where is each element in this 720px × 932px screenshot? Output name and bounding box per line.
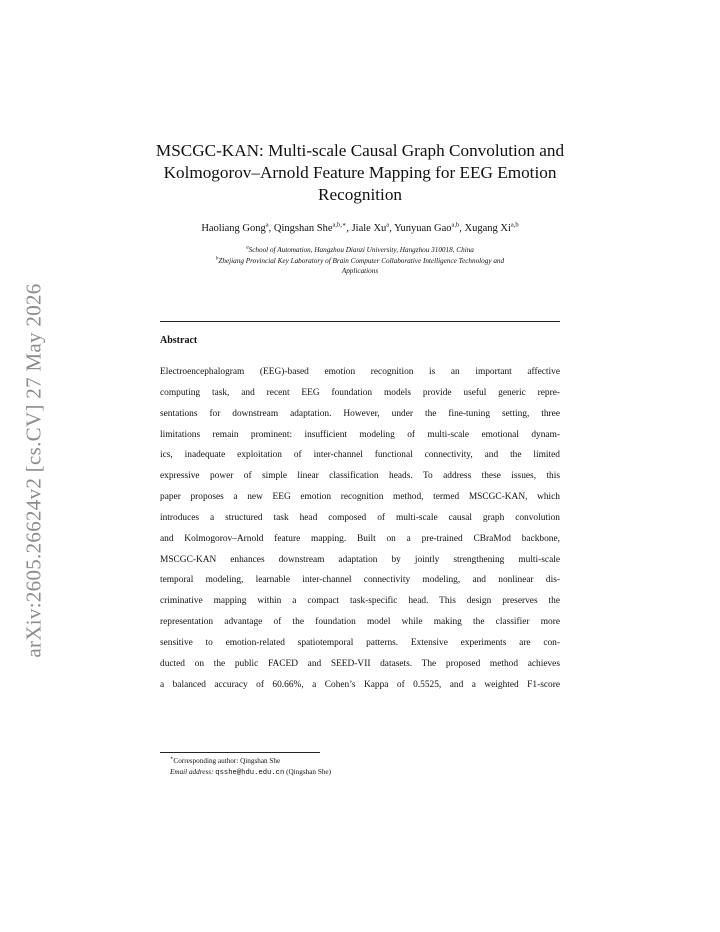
affiliation — [160, 266, 560, 277]
affiliation — [160, 245, 560, 256]
author-affil-mark: a — [265, 221, 269, 229]
author-list: Haoliang Gong$^a$, Qingshan She$^{a,b,∗}$, Jiale Xu$^a$, Yunyuan Gao$^{a,b}$, Xugang Xi$^{a,b}$ — [201, 221, 519, 234]
abstract-line: sentations for downstream adaptation. However, under the fine-tuning setting, three — [160, 408, 560, 419]
abstract-line: temporal modeling, learnable inter-channel connectivity modeling, and nonlinear dis- — [160, 575, 560, 586]
abstract-body — [160, 362, 560, 696]
affiliation-mark: a — [246, 245, 249, 251]
affiliation-mark: b — [215, 256, 219, 262]
email-label: Email address: — [170, 767, 214, 776]
abstract-line: introduces a structured task head composed of multi-scale causal graph convolution — [160, 512, 560, 523]
footnote-rule — [160, 752, 320, 753]
abstract-heading: Abstract — [160, 335, 198, 346]
abstract-line: computing task, and recent EEG foundation models provide useful generic repre- — [160, 387, 560, 398]
author-name: Yunyuan Gao — [394, 223, 452, 234]
title-line: MSCGC-KAN: Multi-scale Causal Graph Convolution and — [155, 141, 565, 160]
arxiv-watermark — [19, 255, 49, 685]
footnote-mark: ∗ — [170, 756, 174, 762]
affiliation-text: Applications — [341, 267, 379, 275]
email-note — [170, 767, 570, 779]
abstract-line: ducted on the public FACED and SEED-VII datasets. The proposed method achieves — [160, 658, 560, 669]
corresponding-author-text: Corresponding author: Qingshan She — [173, 757, 281, 765]
footnotes — [170, 756, 570, 778]
email-link[interactable]: qsshe@hdu.edu.cn — [215, 768, 285, 777]
abstract-line: ics, inadequate exploitation of inter-channel functional connectivity, and the limited — [160, 450, 560, 461]
abstract-line: and Kolmogorov–Arnold feature mapping. Built on a pre-trained CBraMod backbone, — [160, 533, 560, 544]
email-owner: (Qingshan She) — [286, 767, 331, 776]
author-name: Qingshan She — [273, 223, 333, 234]
abstract-top-rule — [160, 321, 560, 322]
abstract-line: a balanced accuracy of 60.66%, a Cohen’s Kappa of 0.5525, and a weighted F1-score — [160, 679, 560, 690]
author-name: Haoliang Gong — [201, 223, 266, 234]
abstract-line: representation advantage of the foundation model while making the classifier more — [160, 617, 560, 628]
author-affil-mark: a,b — [451, 221, 460, 229]
author-affil-mark: a,b — [510, 221, 519, 229]
author-affil-mark: a,b,∗ — [332, 221, 347, 229]
author-affil-mark: a — [386, 221, 390, 229]
abstract-line: Electroencephalogram (EEG)-based emotion recognition is an important affective — [160, 367, 560, 377]
author-name: Xugang Xi — [464, 223, 511, 234]
title-line: Kolmogorov–Arnold Feature Mapping for EEG Emotion — [163, 163, 557, 182]
abstract-line: criminative mapping within a compact task-specific head. This design preserves the — [160, 596, 560, 607]
affiliation — [160, 256, 560, 267]
title-line: Recognition — [317, 185, 403, 204]
affiliation-text: Zhejiang Provincial Key Laboratory of Brain Computer Collaborative Intelligence Technology and — [218, 256, 505, 265]
affiliations — [160, 245, 560, 277]
abstract-line: MSCGC-KAN enhances downstream adaptation by jointly strengthening multi-scale — [160, 554, 560, 565]
author-name: Jiale Xu — [351, 223, 387, 234]
paper-title — [150, 140, 570, 206]
abstract-line: expressive power of simple linear classification heads. To address these issues, this — [160, 471, 560, 482]
abstract-line: limitations remain prominent: insufficient modeling of multi-scale emotional dynam- — [160, 429, 560, 440]
affiliation-text: School of Automation, Hangzhou Dianzi University, Hangzhou 310018, China — [248, 246, 474, 254]
arxiv-id: arXiv:2605.26624v2 [cs.CV] 27 May 2026 — [21, 282, 46, 658]
corresponding-author-note — [170, 756, 570, 767]
abstract-line: paper proposes a new EEG emotion recognition method, termed MSCGC-KAN, which — [160, 492, 560, 503]
abstract-line: sensitive to emotion-related spatiotemporal patterns. Extensive experiments are con- — [160, 637, 560, 648]
